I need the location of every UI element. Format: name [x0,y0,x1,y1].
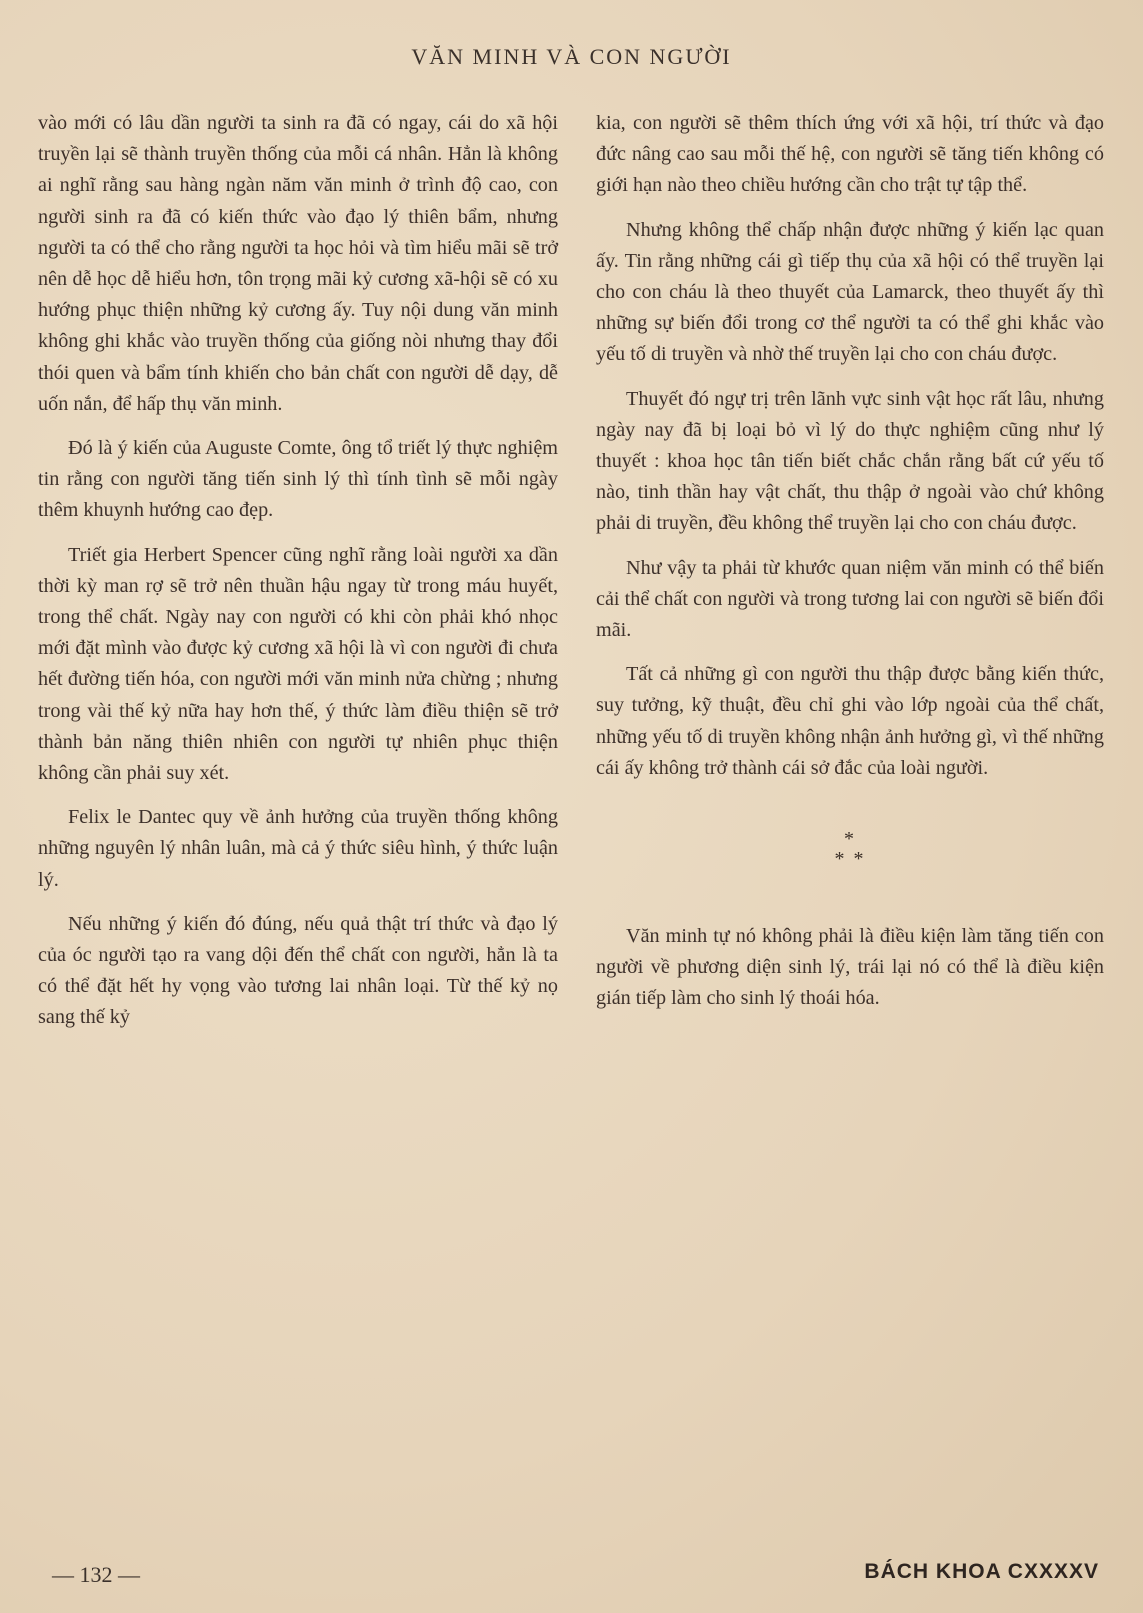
right-column [596,108,1104,1028]
paragraph: Nếu những ý kiến đó đúng, nếu quả thật trí thức và đạo lý của óc người tạo ra vang dội đến thể chất con người, hẳn là ta có thể đặt hết hy vọng vào tương lai nhân loại. Từ thế kỷ nọ sang thế kỷ [38,912,558,1029]
running-head-title: VĂN MINH VÀ CON NGƯỜI [411,44,732,69]
paragraph: kia, con người sẽ thêm thích ứng với xã hội, trí thức và đạo đức nâng cao sau mỗi thế hệ, con người sẽ tăng tiến không có giới hạn nào theo chiều hướng cần cho trật tự tập thể. [596,112,1104,197]
paragraph: Tất cả những gì con người thu thập được bằng kiến thức, suy tưởng, kỹ thuật, đều chỉ ghi vào lớp ngoài của thể chất, những yếu tố di truyền không nhận ảnh hưởng gì, vì thế những cái ấy không trở thành cái sở đắc của loài người. [596,663,1104,779]
paragraph: Felix le Dantec quy về ảnh hưởng của truyền thống không những nguyên lý nhân luân, mà cả ý thức siêu hình, ý thức luận lý. [38,806,558,891]
paragraph: Nhưng không thể chấp nhận được những ý kiến lạc quan ấy. Tin rằng những cái gì tiếp thụ của xã hội có thể truyền lại cho con cháu là theo thuyết của Lamarck, theo thuyết ấy thì những sự biến đổi trong cơ thể người ta có thể ghi khắc vào yếu tố di truyền và nhờ thế truyền lại cho con cháu được. [596,218,1104,366]
paragraph: Văn minh tự nó không phải là điều kiện làm tăng tiến con người về phương diện sinh lý, trái lại nó có thể là điều kiện gián tiếp làm cho sinh lý thoái hóa. [596,925,1104,1010]
paragraph: vào mới có lâu dần người ta sinh ra đã có ngay, cái do xã hội truyền lại sẽ thành truyền thống của mỗi cá nhân. Hẳn là không ai nghĩ rằng sau hàng ngàn năm văn minh ở trình độ cao, con người sinh ra đã có kiến thức vào đạo lý thiên bẩm, nhưng người ta có thể cho rằng người ta học hỏi và tìm hiểu mãi sẽ trở nên dễ học dễ hiểu hơn, tôn trọng mãi kỷ cương xã-hội sẽ có xu hướng phục thiện những kỷ cương ấy. Tuy nội dung văn minh không ghi khắc vào truyền thống của giống nòi nhưng thay đổi thói quen và bẩm tính khiến cho bản chất con người dễ dạy, dễ uốn nắn, để hấp thụ văn minh. [38,112,558,415]
paragraph: Đó là ý kiến của Auguste Comte, ông tổ triết lý thực nghiệm tin rằng con người tăng tiến sinh lý thì tính tình sẽ mỗi ngày thêm khuynh hướng cao đẹp. [38,437,558,522]
section-separator: * * * [834,828,866,871]
paragraph: Triết gia Herbert Spencer cũng nghĩ rằng loài người xa dần thời kỳ man rợ sẽ trở nên thuần hậu ngay từ trong máu huyết, trong thể chất. Ngày nay con người có khi còn phải khó nhọc mới đặt mình vào được kỷ cương xã hội là vì con người đi chưa hết đường tiến hóa, con người mới văn minh nửa chừng ; nhưng trong vài thế kỷ nữa hay hơn thế, ý thức làm điều thiện sẽ trở thành bản năng thiên nhiên con người tự nhiên phục thiện không cần phải suy xét. [38,543,558,785]
paragraph: Thuyết đó ngự trị trên lãnh vực sinh vật học rất lâu, nhưng ngày nay đã bị loại bỏ vì lý do thực nghiệm cũng như lý thuyết : khoa học tân tiến biết chắc chắn rằng bất cứ yếu tố nào, tinh thần hay vật chất, thu thập ở ngoài vào chứ không phải di truyền, đều không thể truyền lại cho con cháu được. [596,387,1104,535]
page-number: — 132 — [52,1562,140,1587]
paragraph: Như vậy ta phải từ khước quan niệm văn minh có thể biến cải thể chất con người và trong tương lai con người sẽ biến đổi mãi. [596,556,1104,642]
left-column [38,108,558,1047]
publication-name: BÁCH KHOA CXXXXV [864,1560,1099,1583]
